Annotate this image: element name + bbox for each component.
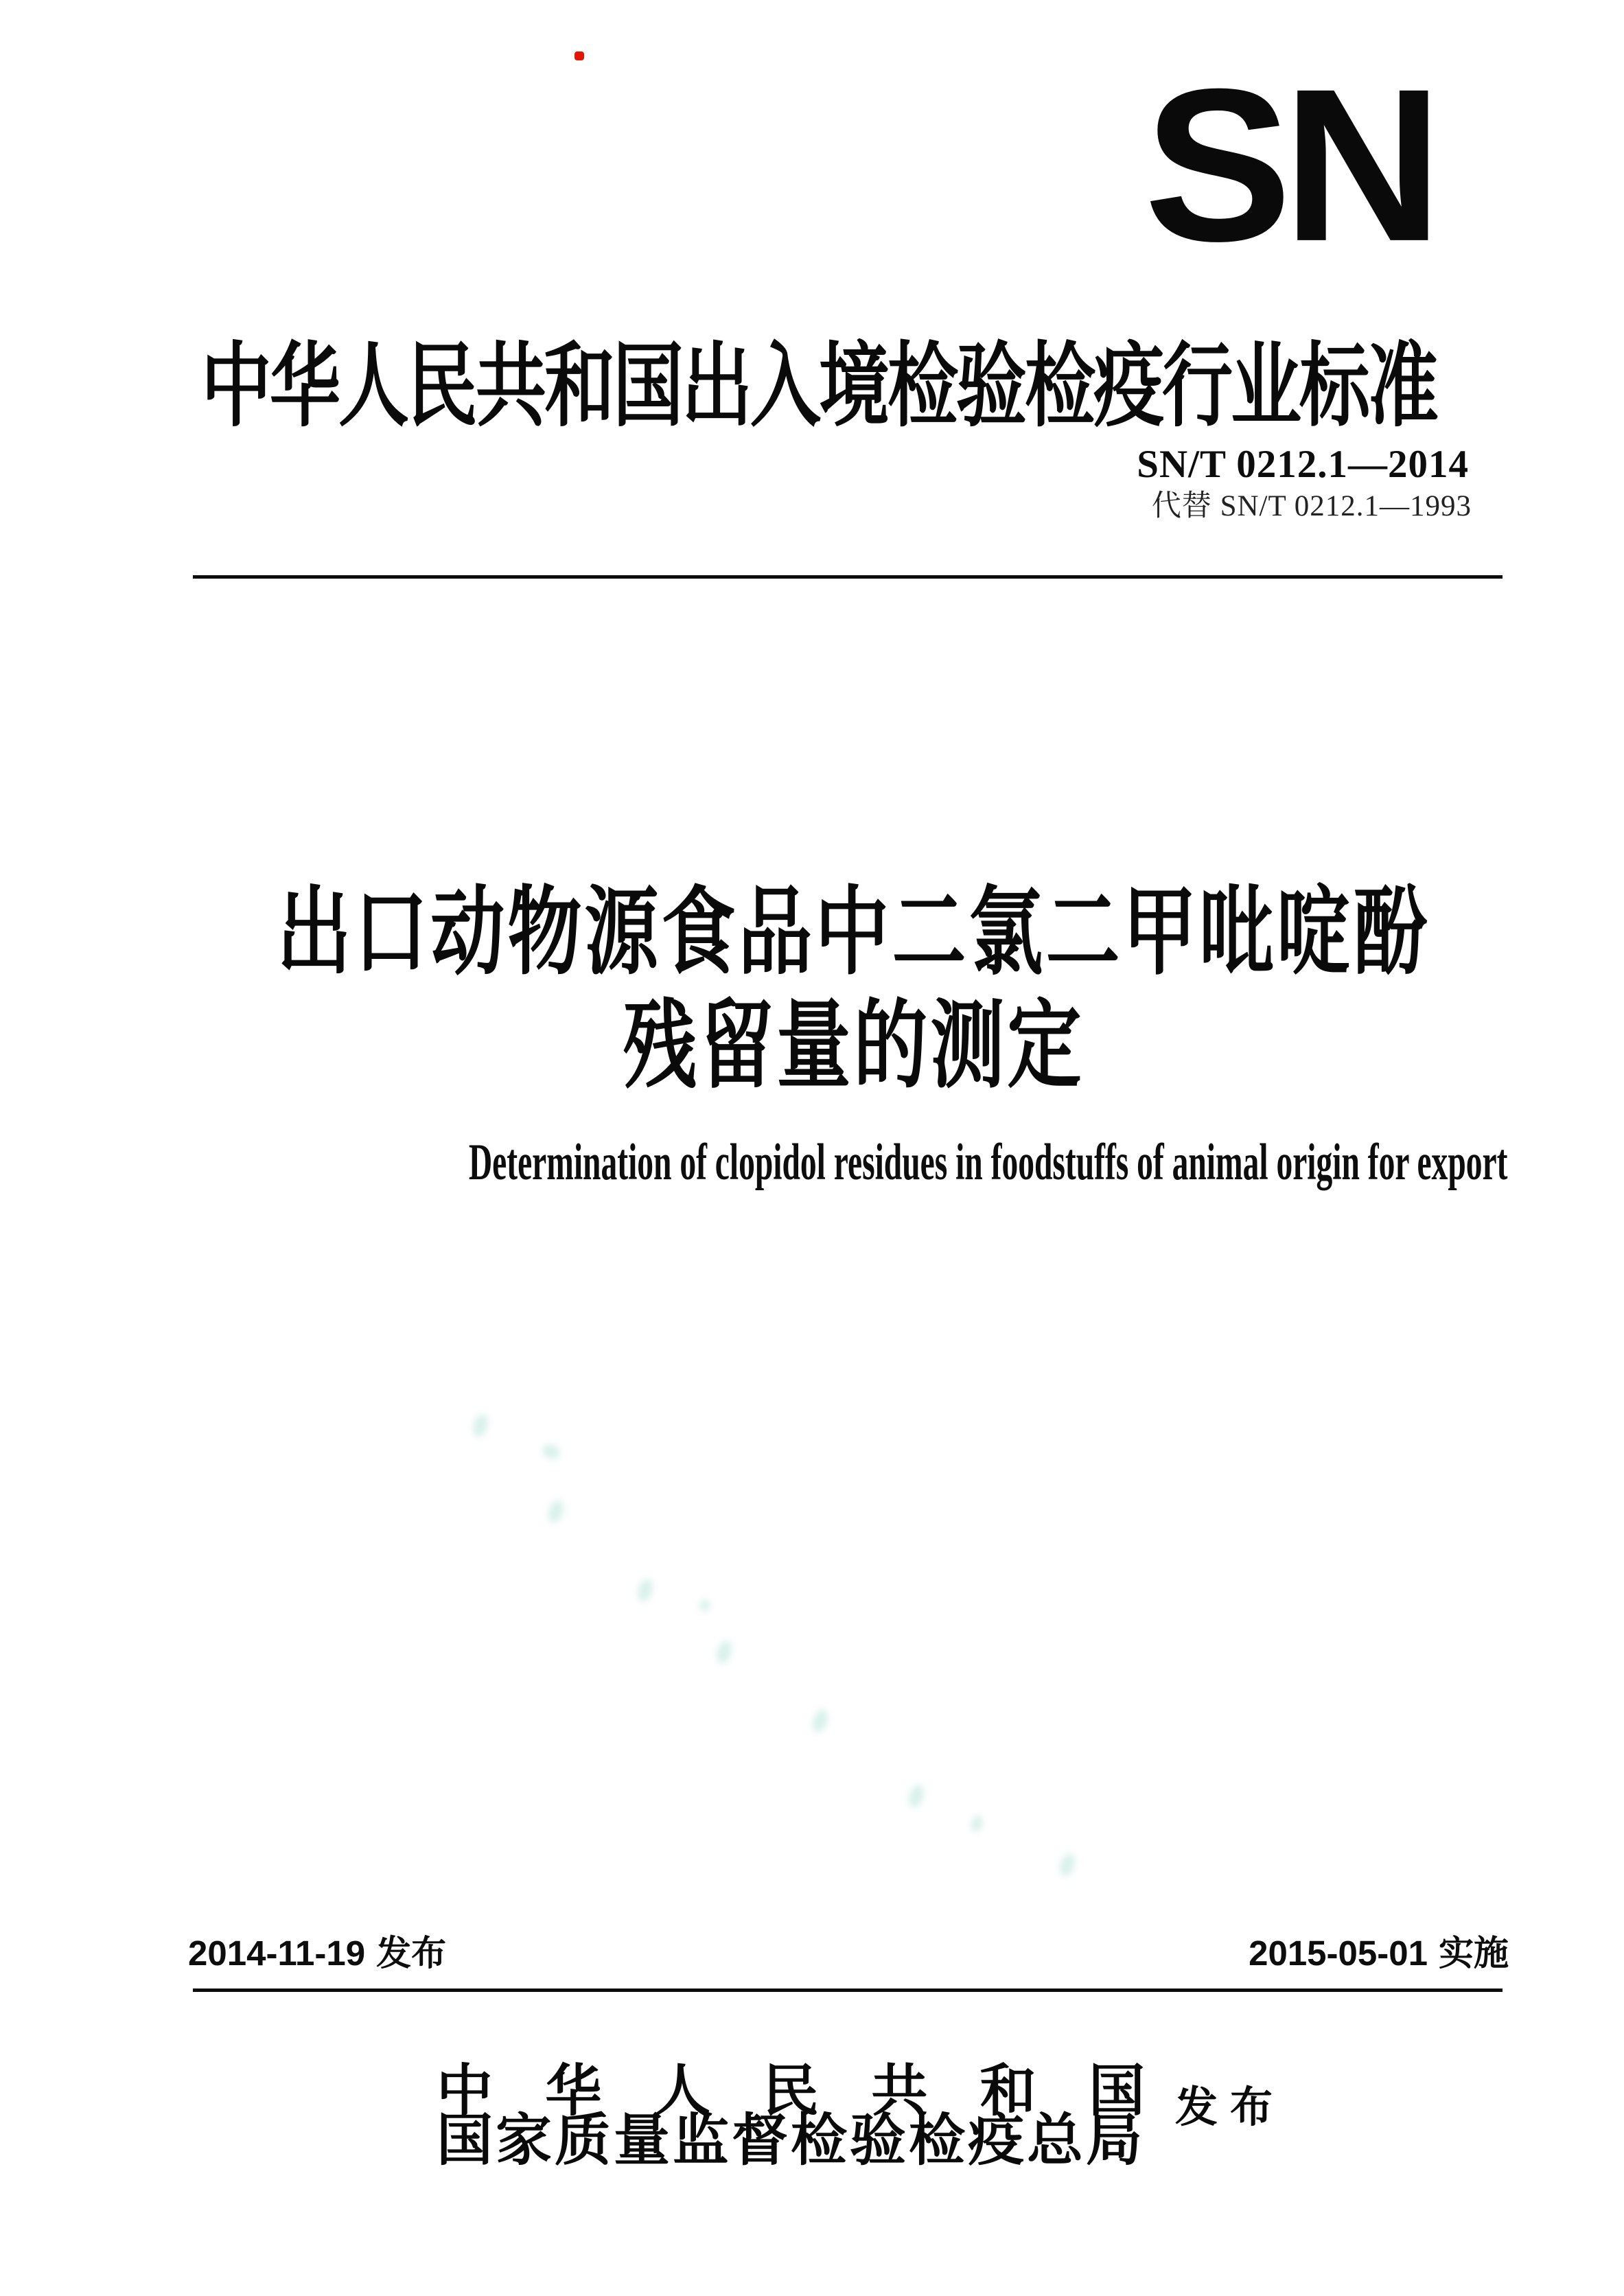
publisher-char: 民 bbox=[762, 2060, 819, 2122]
page-title: 中华人民共和国出入境检验检疫行业标准 bbox=[201, 334, 1437, 437]
scan-smudge bbox=[714, 1639, 734, 1666]
standard-replaces-note: 代替 SN/T 0212.1—1993 bbox=[1151, 490, 1472, 522]
document-title-en: Determination of clopidol residues in foodstuffs of animal origin for export bbox=[468, 1133, 1508, 1191]
document-title-en-wrap bbox=[201, 1133, 1508, 1191]
publisher-char: 华 bbox=[545, 2060, 602, 2122]
issue-date-row bbox=[188, 1936, 446, 1971]
bottom-divider bbox=[193, 1988, 1503, 1992]
publisher-char: 和 bbox=[979, 2060, 1036, 2122]
publisher-char: 人 bbox=[653, 2060, 710, 2122]
scan-smudge bbox=[546, 1498, 566, 1525]
red-registration-mark bbox=[575, 51, 584, 60]
scan-smudge bbox=[635, 1577, 656, 1604]
standard-number: SN/T 0212.1—2014 bbox=[1137, 443, 1469, 486]
issue-date: 2014-11-19 bbox=[188, 1934, 366, 1973]
scan-smudge bbox=[699, 1598, 712, 1612]
scan-smudge bbox=[906, 1783, 927, 1810]
implementation-date: 2015-05-01 bbox=[1249, 1934, 1428, 1973]
publisher-char: 共 bbox=[871, 2060, 928, 2122]
scan-smudge bbox=[541, 1442, 562, 1461]
scan-smudge bbox=[810, 1708, 831, 1735]
scan-smudge bbox=[470, 1413, 491, 1439]
top-divider bbox=[193, 575, 1503, 579]
document-title-cn bbox=[201, 875, 1506, 1102]
publisher-name-line2: 国家质量监督检验检疫总局 bbox=[437, 2109, 1146, 2172]
implementation-date-row bbox=[1249, 1936, 1509, 1971]
scan-smudge bbox=[969, 1814, 985, 1833]
scan-smudge bbox=[1057, 1852, 1078, 1879]
publish-label: 发布 bbox=[1175, 2084, 1286, 2131]
issue-date-label: 发布 bbox=[376, 1934, 447, 1973]
publisher-char: 中 bbox=[437, 2060, 494, 2122]
sn-logo: SN bbox=[1144, 43, 1433, 287]
document-title-line1: 出口动物源食品中二氯二甲吡啶酚 bbox=[277, 877, 1430, 986]
document-title-line2: 残留量的测定 bbox=[623, 991, 1084, 1100]
publisher-char: 国 bbox=[1088, 2060, 1145, 2122]
implementation-date-label: 实施 bbox=[1438, 1934, 1509, 1973]
